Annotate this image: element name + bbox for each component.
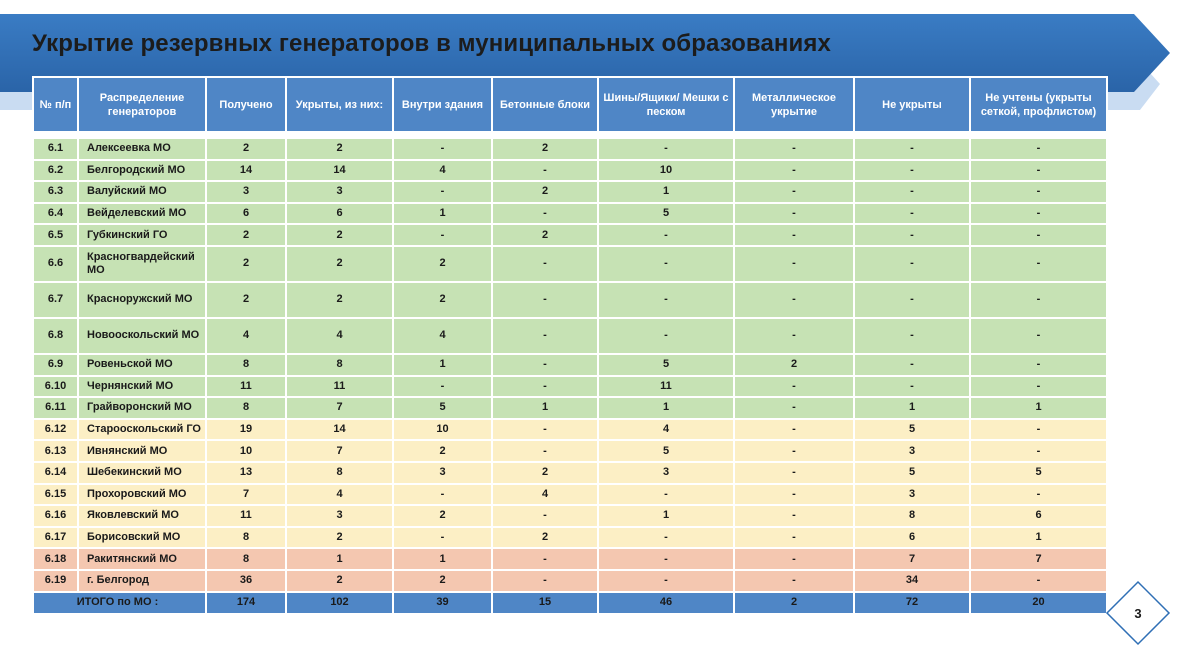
municipality-name: Белгородский МО bbox=[78, 160, 206, 182]
table-cell: 6 bbox=[854, 527, 970, 549]
table-cell: 2 bbox=[393, 505, 492, 527]
table-cell: - bbox=[393, 181, 492, 203]
table-cell: - bbox=[854, 224, 970, 246]
table-row bbox=[33, 505, 1107, 527]
municipality-name: Чернянский МО bbox=[78, 376, 206, 398]
table-cell: - bbox=[734, 548, 854, 570]
table-cell: 2 bbox=[286, 246, 393, 282]
table-cell: 2 bbox=[206, 224, 286, 246]
municipality-name: Прохоровский МО bbox=[78, 484, 206, 506]
table-cell: 2 bbox=[492, 224, 598, 246]
row-number: 6.19 bbox=[33, 570, 78, 592]
table-cell: - bbox=[492, 440, 598, 462]
table-cell: 1 bbox=[598, 397, 734, 419]
table-cell: - bbox=[393, 484, 492, 506]
table-row bbox=[33, 354, 1107, 376]
municipality-name: Валуйский МО bbox=[78, 181, 206, 203]
table-cell: - bbox=[970, 224, 1107, 246]
table-cell: - bbox=[598, 138, 734, 160]
table-body bbox=[33, 138, 1107, 592]
table-cell: 1 bbox=[492, 397, 598, 419]
table-cell: 3 bbox=[286, 505, 393, 527]
table-cell: - bbox=[970, 203, 1107, 225]
table-cell: - bbox=[854, 318, 970, 354]
table-cell: - bbox=[598, 318, 734, 354]
row-number: 6.3 bbox=[33, 181, 78, 203]
table-cell: 11 bbox=[206, 376, 286, 398]
table-cell: - bbox=[970, 440, 1107, 462]
table-cell: - bbox=[393, 376, 492, 398]
table-row bbox=[33, 440, 1107, 462]
table-cell: 11 bbox=[206, 505, 286, 527]
table-cell: 6 bbox=[970, 505, 1107, 527]
table-row bbox=[33, 419, 1107, 441]
table-cell: 11 bbox=[286, 376, 393, 398]
table-cell: - bbox=[393, 224, 492, 246]
table-cell: 4 bbox=[393, 318, 492, 354]
table-cell: - bbox=[734, 397, 854, 419]
table-cell: - bbox=[492, 570, 598, 592]
table-row bbox=[33, 224, 1107, 246]
col-header-not-covered: Не укрыты bbox=[854, 77, 970, 132]
page-number: 3 bbox=[1134, 605, 1142, 621]
table-row bbox=[33, 570, 1107, 592]
row-number: 6.6 bbox=[33, 246, 78, 282]
table-cell: - bbox=[598, 570, 734, 592]
table-row bbox=[33, 203, 1107, 225]
municipality-name: Алексеевка МО bbox=[78, 138, 206, 160]
total-cell: 15 bbox=[492, 592, 598, 614]
table-cell: - bbox=[970, 138, 1107, 160]
municipality-name: Красноружский МО bbox=[78, 282, 206, 318]
table-row bbox=[33, 138, 1107, 160]
table-cell: 13 bbox=[206, 462, 286, 484]
municipality-name: Грайворонский МО bbox=[78, 397, 206, 419]
table-cell: 19 bbox=[206, 419, 286, 441]
col-header-unaccounted: Не учтены (укрыты сеткой, профлистом) bbox=[970, 77, 1107, 132]
total-cell: 2 bbox=[734, 592, 854, 614]
table-cell: 7 bbox=[286, 440, 393, 462]
table-cell: - bbox=[598, 548, 734, 570]
table-cell: 2 bbox=[393, 246, 492, 282]
municipality-name: Красногвардейский МО bbox=[78, 246, 206, 282]
table-cell: 2 bbox=[492, 181, 598, 203]
table-cell: 8 bbox=[854, 505, 970, 527]
table-cell: 2 bbox=[734, 354, 854, 376]
table-cell: - bbox=[854, 246, 970, 282]
table-cell: - bbox=[854, 203, 970, 225]
table-cell: - bbox=[492, 354, 598, 376]
table-cell: - bbox=[854, 160, 970, 182]
table-cell: 10 bbox=[598, 160, 734, 182]
table-cell: 7 bbox=[286, 397, 393, 419]
table-cell: 14 bbox=[286, 160, 393, 182]
table-cell: - bbox=[970, 246, 1107, 282]
table-cell: 8 bbox=[286, 354, 393, 376]
table-cell: - bbox=[598, 246, 734, 282]
table-cell: - bbox=[970, 160, 1107, 182]
table-row bbox=[33, 548, 1107, 570]
table-cell: 4 bbox=[492, 484, 598, 506]
table-cell: 6 bbox=[206, 203, 286, 225]
table-cell: - bbox=[492, 246, 598, 282]
table-cell: - bbox=[734, 138, 854, 160]
table-cell: 1 bbox=[286, 548, 393, 570]
table-cell: - bbox=[734, 246, 854, 282]
municipality-name: Ракитянский МО bbox=[78, 548, 206, 570]
row-number: 6.8 bbox=[33, 318, 78, 354]
municipality-name: Губкинский ГО bbox=[78, 224, 206, 246]
table-cell: 5 bbox=[970, 462, 1107, 484]
table-cell: - bbox=[492, 203, 598, 225]
table-cell: - bbox=[734, 160, 854, 182]
table-cell: - bbox=[492, 376, 598, 398]
table-cell: 11 bbox=[598, 376, 734, 398]
row-number: 6.17 bbox=[33, 527, 78, 549]
row-number: 6.16 bbox=[33, 505, 78, 527]
col-header-distribution: Распределение генераторов bbox=[78, 77, 206, 132]
table-cell: - bbox=[734, 484, 854, 506]
table-cell: - bbox=[970, 318, 1107, 354]
table-cell: 2 bbox=[286, 138, 393, 160]
table-cell: - bbox=[734, 376, 854, 398]
table-row bbox=[33, 282, 1107, 318]
table-cell: - bbox=[854, 181, 970, 203]
table-cell: - bbox=[734, 527, 854, 549]
table-cell: 7 bbox=[970, 548, 1107, 570]
municipality-name: Новооскольский МО bbox=[78, 318, 206, 354]
table-cell: 1 bbox=[970, 527, 1107, 549]
table-cell: - bbox=[734, 282, 854, 318]
row-number: 6.1 bbox=[33, 138, 78, 160]
table-cell: 3 bbox=[854, 440, 970, 462]
table-cell: - bbox=[854, 282, 970, 318]
table-cell: 4 bbox=[393, 160, 492, 182]
table-cell: 8 bbox=[206, 397, 286, 419]
table-cell: 7 bbox=[206, 484, 286, 506]
table-cell: - bbox=[970, 419, 1107, 441]
table-cell: - bbox=[598, 484, 734, 506]
table-cell: 10 bbox=[206, 440, 286, 462]
table-row bbox=[33, 318, 1107, 354]
table-cell: - bbox=[854, 376, 970, 398]
table-cell: 3 bbox=[393, 462, 492, 484]
table-cell: - bbox=[854, 138, 970, 160]
table-cell: 2 bbox=[206, 138, 286, 160]
table-cell: 4 bbox=[598, 419, 734, 441]
table-cell: 8 bbox=[206, 548, 286, 570]
table-cell: 1 bbox=[970, 397, 1107, 419]
row-number: 6.11 bbox=[33, 397, 78, 419]
table-cell: - bbox=[492, 318, 598, 354]
table-cell: 4 bbox=[286, 318, 393, 354]
municipality-name: Старооскольский ГО bbox=[78, 419, 206, 441]
row-number: 6.15 bbox=[33, 484, 78, 506]
table-cell: 3 bbox=[286, 181, 393, 203]
table-cell: 4 bbox=[286, 484, 393, 506]
table-row bbox=[33, 181, 1107, 203]
row-number: 6.13 bbox=[33, 440, 78, 462]
municipality-name: Ровеньской МО bbox=[78, 354, 206, 376]
table-cell: 1 bbox=[598, 505, 734, 527]
table-cell: 7 bbox=[854, 548, 970, 570]
row-number: 6.5 bbox=[33, 224, 78, 246]
table-cell: - bbox=[492, 160, 598, 182]
table-cell: 1 bbox=[393, 203, 492, 225]
table-cell: - bbox=[598, 282, 734, 318]
table-cell: 3 bbox=[598, 462, 734, 484]
table-cell: - bbox=[598, 224, 734, 246]
col-header-concrete: Бетонные блоки bbox=[492, 77, 598, 132]
table-cell: 34 bbox=[854, 570, 970, 592]
page-title: Укрытие резервных генераторов в муниципальных образованиях bbox=[32, 30, 831, 57]
table-cell: 1 bbox=[854, 397, 970, 419]
total-cell: 102 bbox=[286, 592, 393, 614]
table-cell: - bbox=[734, 419, 854, 441]
total-cell: 39 bbox=[393, 592, 492, 614]
table-cell: - bbox=[734, 318, 854, 354]
table-cell: 1 bbox=[598, 181, 734, 203]
table-cell: - bbox=[734, 224, 854, 246]
municipality-name: Вейделевский МО bbox=[78, 203, 206, 225]
total-cell: 72 bbox=[854, 592, 970, 614]
generators-table bbox=[32, 76, 1108, 615]
table-cell: 4 bbox=[206, 318, 286, 354]
table-cell: 10 bbox=[393, 419, 492, 441]
col-header-tires: Шины/Ящики/ Мешки с песком bbox=[598, 77, 734, 132]
total-row bbox=[33, 592, 1107, 614]
table-cell: 2 bbox=[393, 440, 492, 462]
row-number: 6.18 bbox=[33, 548, 78, 570]
table-cell: - bbox=[970, 484, 1107, 506]
table-cell: 2 bbox=[393, 570, 492, 592]
municipality-name: Ивнянский МО bbox=[78, 440, 206, 462]
row-number: 6.14 bbox=[33, 462, 78, 484]
table-cell: 8 bbox=[206, 354, 286, 376]
table-cell: 2 bbox=[492, 527, 598, 549]
table-row bbox=[33, 397, 1107, 419]
table-cell: 2 bbox=[206, 282, 286, 318]
table-cell: 2 bbox=[393, 282, 492, 318]
table-row bbox=[33, 462, 1107, 484]
table-cell: 2 bbox=[492, 138, 598, 160]
row-number: 6.12 bbox=[33, 419, 78, 441]
table-cell: - bbox=[734, 462, 854, 484]
table-cell: 5 bbox=[854, 462, 970, 484]
table-cell: 3 bbox=[854, 484, 970, 506]
table-cell: 2 bbox=[286, 570, 393, 592]
municipality-name: Борисовский МО bbox=[78, 527, 206, 549]
table-cell: 2 bbox=[492, 462, 598, 484]
table-cell: - bbox=[970, 282, 1107, 318]
table-cell: - bbox=[492, 548, 598, 570]
table-row bbox=[33, 527, 1107, 549]
table-cell: 5 bbox=[393, 397, 492, 419]
table-row bbox=[33, 160, 1107, 182]
col-header-received: Получено bbox=[206, 77, 286, 132]
municipality-name: г. Белгород bbox=[78, 570, 206, 592]
table-cell: - bbox=[854, 354, 970, 376]
table-cell: - bbox=[734, 505, 854, 527]
table-header-row bbox=[33, 77, 1107, 132]
table-row bbox=[33, 484, 1107, 506]
table-cell: 5 bbox=[598, 440, 734, 462]
table-cell: 3 bbox=[206, 181, 286, 203]
table-cell: - bbox=[393, 138, 492, 160]
table-cell: 2 bbox=[286, 224, 393, 246]
table-cell: 36 bbox=[206, 570, 286, 592]
table-cell: - bbox=[970, 181, 1107, 203]
table-cell: - bbox=[734, 203, 854, 225]
table-cell: - bbox=[492, 419, 598, 441]
row-number: 6.10 bbox=[33, 376, 78, 398]
table-cell: - bbox=[598, 527, 734, 549]
table-cell: 5 bbox=[598, 354, 734, 376]
table-cell: 14 bbox=[286, 419, 393, 441]
row-number: 6.2 bbox=[33, 160, 78, 182]
table-cell: - bbox=[970, 376, 1107, 398]
table-cell: - bbox=[734, 440, 854, 462]
table-cell: - bbox=[970, 354, 1107, 376]
col-header-metal: Металлическое укрытие bbox=[734, 77, 854, 132]
table-cell: - bbox=[970, 570, 1107, 592]
municipality-name: Яковлевский МО bbox=[78, 505, 206, 527]
col-header-inside: Внутри здания bbox=[393, 77, 492, 132]
municipality-name: Шебекинский МО bbox=[78, 462, 206, 484]
table-cell: - bbox=[734, 570, 854, 592]
table-cell: 5 bbox=[854, 419, 970, 441]
table-cell: 8 bbox=[286, 462, 393, 484]
total-label: ИТОГО по МО : bbox=[33, 592, 206, 614]
table-cell: 14 bbox=[206, 160, 286, 182]
table-cell: 2 bbox=[286, 527, 393, 549]
total-cell: 46 bbox=[598, 592, 734, 614]
table-cell: - bbox=[734, 181, 854, 203]
table-cell: - bbox=[393, 527, 492, 549]
table-cell: 5 bbox=[598, 203, 734, 225]
col-header-number: № п/п bbox=[33, 77, 78, 132]
table-row bbox=[33, 376, 1107, 398]
total-cell: 20 bbox=[970, 592, 1107, 614]
table-cell: 1 bbox=[393, 548, 492, 570]
table-cell: - bbox=[492, 505, 598, 527]
row-number: 6.7 bbox=[33, 282, 78, 318]
table-cell: 8 bbox=[206, 527, 286, 549]
total-cell: 174 bbox=[206, 592, 286, 614]
table-row bbox=[33, 246, 1107, 282]
col-header-covered: Укрыты, из них: bbox=[286, 77, 393, 132]
table-cell: 1 bbox=[393, 354, 492, 376]
table-cell: 2 bbox=[286, 282, 393, 318]
table-cell: 2 bbox=[206, 246, 286, 282]
table-cell: - bbox=[492, 282, 598, 318]
row-number: 6.4 bbox=[33, 203, 78, 225]
table-cell: 6 bbox=[286, 203, 393, 225]
row-number: 6.9 bbox=[33, 354, 78, 376]
